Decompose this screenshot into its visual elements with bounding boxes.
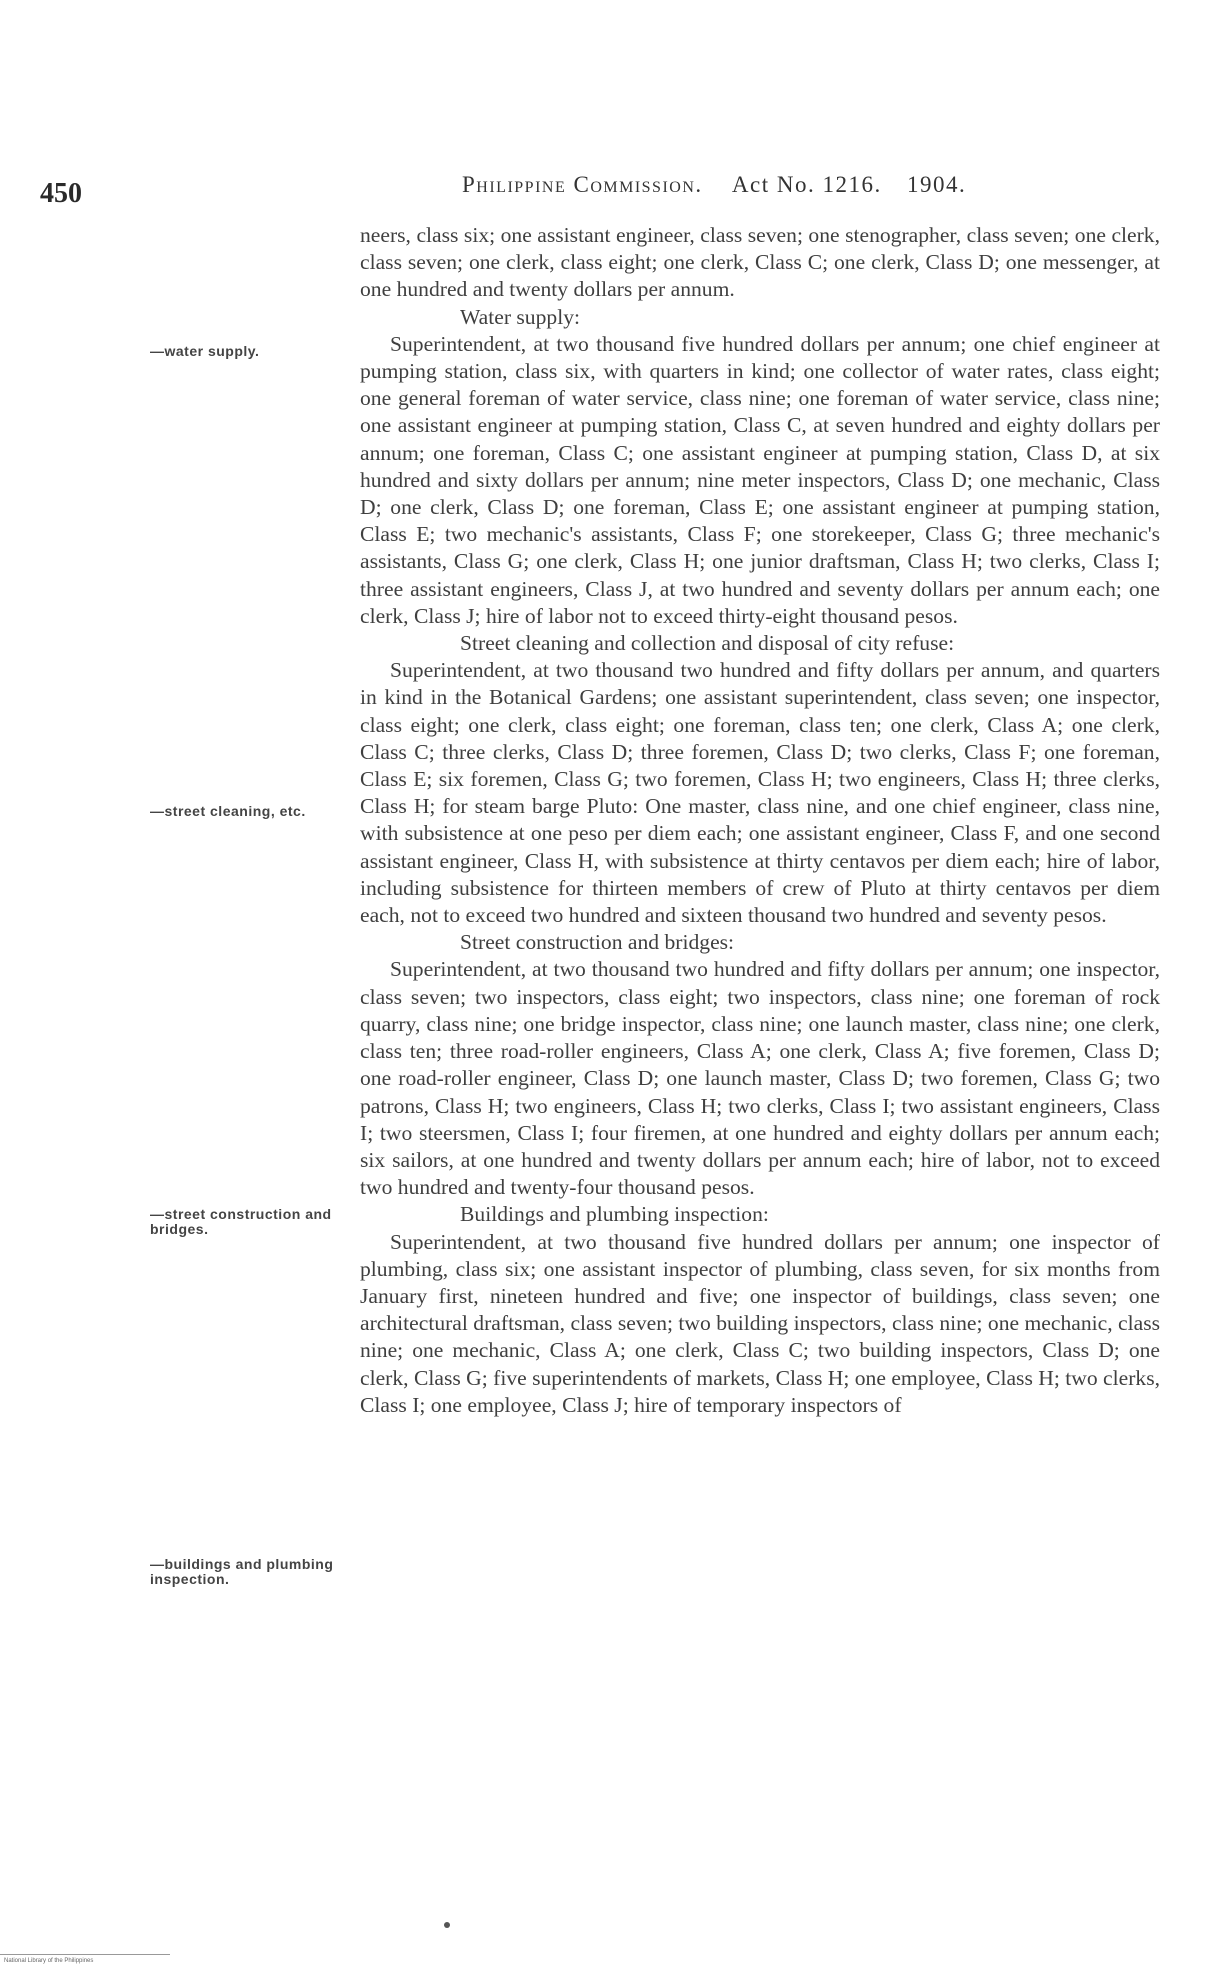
- heading-street-cleaning: Street cleaning and collection and disposal of city refuse:: [460, 631, 955, 656]
- body-text: [360, 222, 1160, 1419]
- paragraph-buildings: Superintendent, at two thousand five hundred dollars per annum; one inspector of plumbing, class six; one assistant inspector of plumbing, class seven, for six months from January first, nineteen hundred and five; one inspector of buildings, class seven; one architectural draftsman, class seven; two building inspectors, class nine; one mechanic, class nine; one mechanic, Class A; one clerk, Class C; two building inspectors, Class D; one clerk, Class G; five superintendents of markets, Class H; one employee, Class H; two clerks, Class I; one employee, Class J; hire of temporary inspectors of: [360, 1229, 1161, 1417]
- page-number: 450: [40, 178, 82, 209]
- paragraph-water-supply: Superintendent, at two thousand five hundred dollars per annum; one chief engineer at pumping station, class six, with quarters in kind; one collector of water rates, class eight; one general foreman of water service, class nine; one foreman of water service, class nine; one assistant engineer at pumping station, Class C, at seven hundred and eighty dollars per annum; one foreman, Class C; one assistant engineer at pumping station, Class D, at six hundred and sixty dollars per annum; nine meter inspectors, Class D; one mechanic, Class D; one clerk, Class D; one foreman, Class E; one assistant engineer at pumping station, Class E; two mechanic's assistants, Class F; one storekeeper, Class G; three mechanic's assistants, Class G; one clerk, Class H; one junior draftsman, Class H; two clerks, Class I; three assistant engineers, Class J, at two hundred and seventy dollars per annum each; one clerk, Class J; hire of labor not to exceed thirty-eight thousand pesos.: [360, 331, 1160, 628]
- paragraph-continuation: neers, class six; one assistant engineer, class seven; one stenographer, class seven; one clerk, class seven; one clerk, class eight; one clerk, Class C; one clerk, Class D; one messenger, at one hundred and twenty dollars per annum.: [360, 223, 1160, 302]
- footer-credit: National Library of the Philippines: [4, 1958, 94, 1964]
- running-head-act: Act No. 1216.: [731, 172, 882, 197]
- heading-street-construction: Street construction and bridges:: [460, 930, 735, 955]
- footer-dot: [444, 1922, 450, 1928]
- heading-buildings: Buildings and plumbing inspection:: [460, 1202, 769, 1227]
- side-note-buildings: —buildings and plumbing inspection.: [150, 1556, 334, 1587]
- side-note-street-construction: —street construction and bridges.: [150, 1206, 332, 1237]
- side-note-water-supply: —water supply.: [150, 343, 260, 359]
- running-head-title: Philippine Commission.: [462, 172, 703, 197]
- running-head-year: 1904.: [906, 172, 967, 197]
- running-head: [462, 172, 966, 198]
- paragraph-street-cleaning: Superintendent, at two thousand two hundred and fifty dollars per annum, and quarters in kind in the Botanical Gardens; one assistant superintendent, class seven; one inspector, class eight; one clerk, class eight; one foreman, class ten; one clerk, Class A; one clerk, Class C; three clerks, Class D; three foremen, Class D; two clerks, Class F; one foreman, Class E; six foremen, Class G; two foremen, Class H; two engineers, Class H; three clerks, Class H; for steam barge Pluto: One master, class nine, and one chief engineer, class nine, with subsistence at one peso per diem each; one assistant engineer, Class F, and one second assistant engineer, Class H, with subsistence at thirty centavos per diem each; hire of labor, including subsistence for thirteen members of crew of Pluto at thirty centavos per diem each, not to exceed two hundred and sixteen thousand two hundred and seventy pesos.: [360, 658, 1160, 928]
- side-note-street-cleaning: —street cleaning, etc.: [150, 803, 306, 819]
- paragraph-street-construction: Superintendent, at two thousand two hundred and fifty dollars per annum; one inspector, class seven; two inspectors, class eight; two inspectors, class nine; one foreman of rock quarry, class nine; one bridge inspector, class nine; one launch master, class nine; one clerk, class ten; three road-roller engineers, Class A; one clerk, Class A; five foremen, Class D; one road-roller engineer, Class D; one launch master, Class D; two foremen, Class G; two patrons, Class H; two engineers, Class H; two clerks, Class I; two assistant engineers, Class I; two steersmen, Class I; four firemen, at one hundred and eighty dollars per annum each; six sailors, at one hundred and twenty dollars per annum each; hire of labor, not to exceed two hundred and twenty-four thousand pesos.: [360, 957, 1160, 1200]
- heading-water-supply: Water supply:: [460, 304, 580, 329]
- footer-rule: [0, 1954, 170, 1955]
